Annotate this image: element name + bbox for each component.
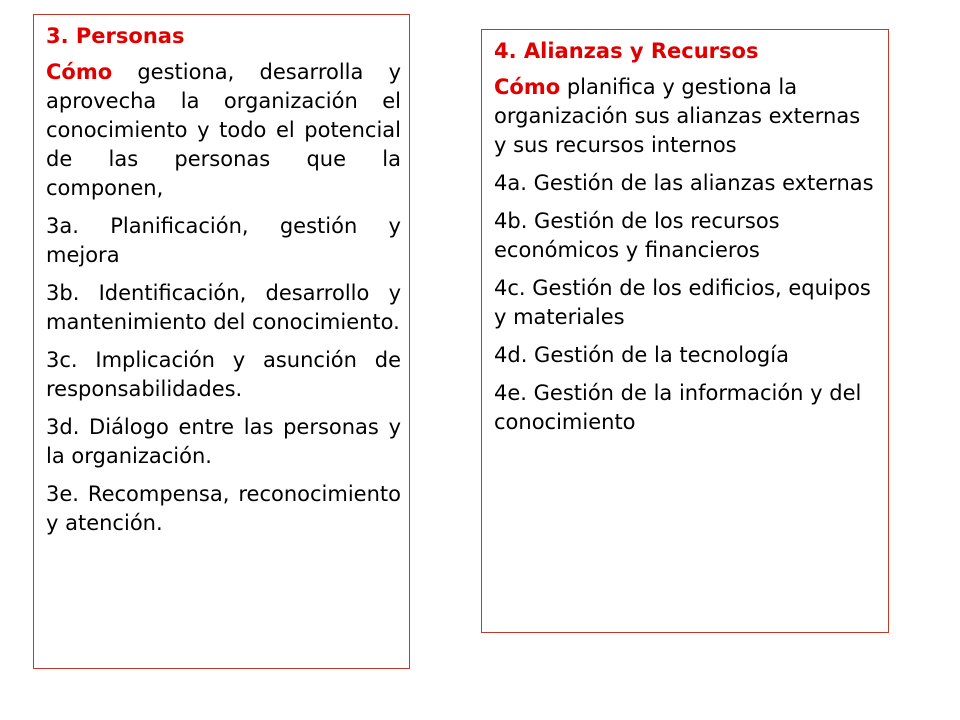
alianzas-item-4d: 4d. Gestión de la tecnología <box>494 343 789 367</box>
personas-item-3c: 3c. Implicación y asunción de responsabilidades. <box>46 348 401 401</box>
personas-intro <box>46 58 401 203</box>
alianzas-item-4b: 4b. Gestión de los recursos económicos y financieros <box>494 209 780 262</box>
personas-item-3e: 3e. Recompensa, reconocimiento y atención. <box>46 482 401 535</box>
personas-box <box>33 14 410 669</box>
personas-title: 3. Personas <box>46 24 185 48</box>
alianzas-intro-lead: Cómo <box>494 75 561 99</box>
alianzas-intro-text: planifica y gestiona la organización sus alianzas externas y sus recursos internos <box>494 75 861 157</box>
personas-item-3d: 3d. Diálogo entre las personas y la organización. <box>46 415 401 468</box>
alianzas-item-4c: 4c. Gestión de los edificios, equipos y materiales <box>494 276 871 329</box>
alianzas-box <box>481 29 889 633</box>
personas-intro-lead: Cómo <box>46 60 113 84</box>
personas-item-3a: 3a. Planificación, gestión y mejora <box>46 214 401 267</box>
personas-intro-text: gestiona, desarrolla y aprovecha la organización el conocimiento y todo el potencial de las personas que la componen, <box>46 60 401 200</box>
alianzas-intro <box>494 73 878 160</box>
alianzas-title: 4. Alianzas y Recursos <box>494 39 759 63</box>
personas-item-3b: 3b. Identificación, desarrollo y mantenimiento del conocimiento. <box>46 281 401 334</box>
alianzas-item-4e: 4e. Gestión de la información y del conocimiento <box>494 381 862 434</box>
alianzas-item-4a: 4a. Gestión de las alianzas externas <box>494 171 874 195</box>
